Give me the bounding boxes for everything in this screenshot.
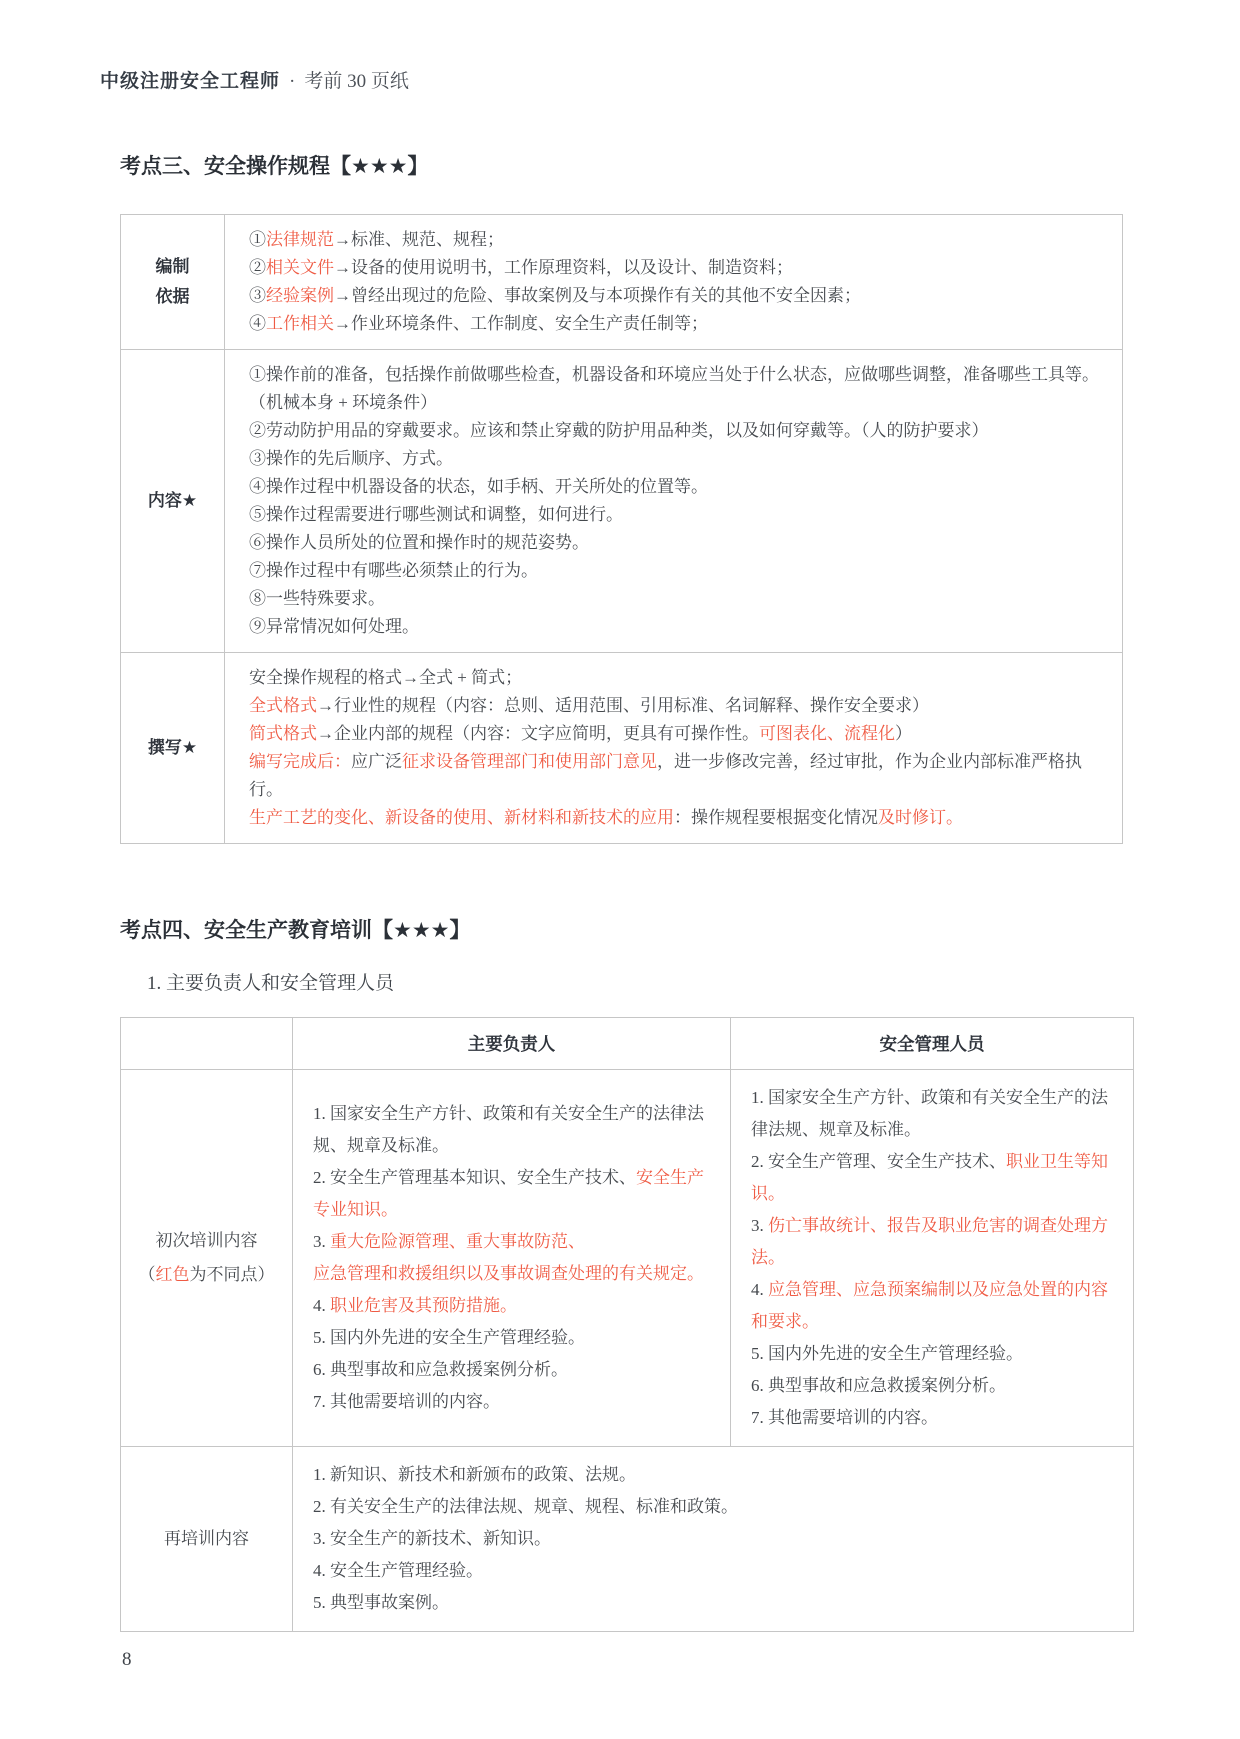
highlight-red-text: 法律规范: [266, 230, 334, 249]
row-label-neirong: [121, 350, 225, 653]
text-line: [313, 1162, 714, 1226]
column-header-main-person: 主要负责人: [293, 1018, 731, 1070]
text-line: [313, 1386, 714, 1418]
row-label-initial-training: [121, 1070, 293, 1447]
body-text: →标准、规范、规程；: [334, 230, 504, 249]
highlight-red-text: 职业卫生等知识。: [751, 1152, 1108, 1203]
text-line: [751, 1210, 1117, 1274]
text-line: [751, 1338, 1117, 1370]
highlight-red-text: 职业危害及其预防措施。: [330, 1296, 517, 1315]
header-separator: ·: [289, 71, 296, 92]
body-text: 3.: [751, 1216, 768, 1235]
doc-title: 中级注册安全工程师: [100, 71, 281, 92]
body-text: ①操作前的准备，包括操作前做哪些检查，机器设备和环境应当处于什么状态，应做哪些调整，准备哪些工具等。（机械本身 + 环境条件）: [249, 365, 1099, 412]
body-text: 5. 国内外先进的安全生产管理经验。: [751, 1344, 1023, 1363]
cell-initial-main-person: [293, 1070, 731, 1447]
body-text: 2. 有关安全生产的法律法规、规章、规程、标准和政策。: [313, 1497, 738, 1516]
body-text: ，进一步修改完善，经过审批，作为企业内部标准严格执行。: [249, 752, 1082, 799]
body-text: 2. 安全生产管理基本知识、安全生产技术、: [313, 1168, 636, 1187]
body-text: 为不同点）: [189, 1265, 275, 1284]
section-title-kaodian3: 考点三、安全操作规程【★★★】: [120, 155, 429, 178]
body-text: ④: [249, 314, 266, 333]
body-text: 6. 典型事故和应急救援案例分析。: [313, 1360, 568, 1379]
text-line: [249, 417, 1104, 445]
text-line: [249, 585, 1104, 613]
text-line: [125, 486, 220, 516]
highlight-red-text: 及时修订。: [878, 808, 963, 827]
highlight-red-text: 工作相关: [266, 314, 334, 333]
body-text: 7. 其他需要培训的内容。: [313, 1392, 500, 1411]
body-text: 安全操作规程的格式→全式 + 简式；: [249, 668, 523, 687]
column-header-safety-manager: 安全管理人员: [731, 1018, 1134, 1070]
text-line: [125, 1258, 288, 1292]
highlight-red-text: 应急管理、应急预案编制以及应急处置的内容和要求。: [751, 1280, 1108, 1331]
highlight-red-text: 简式格式: [249, 724, 317, 743]
body-text: →设备的使用说明书，工作原理资料，以及设计、制造资料；: [334, 258, 793, 277]
body-text: 2. 安全生产管理、安全生产技术、: [751, 1152, 1006, 1171]
body-text: 5. 典型事故案例。: [313, 1593, 449, 1612]
body-text: （: [138, 1265, 156, 1284]
text-line: [249, 692, 1104, 720]
text-line: [249, 720, 1104, 748]
text-line: [125, 282, 220, 312]
body-text: →企业内部的规程（内容：文字应简明，更具有可操作性。: [317, 724, 759, 743]
text-line: [751, 1146, 1117, 1210]
highlight-red-text: 应急管理和救援组织以及事故调查处理的有关规定。: [313, 1264, 704, 1283]
text-line: [249, 282, 1104, 310]
body-text: ④操作过程中机器设备的状态，如手柄、开关所处的位置等。: [249, 477, 708, 496]
table-row-retraining: [121, 1447, 1134, 1632]
body-text: 7. 其他需要培训的内容。: [751, 1408, 938, 1427]
row-label-bianzhi-yiju: [121, 215, 225, 350]
row-label-retraining: 再培训内容: [121, 1447, 293, 1632]
text-line: [313, 1322, 714, 1354]
body-text: 依据: [155, 287, 190, 306]
body-text: ③操作的先后顺序、方式。: [249, 449, 453, 468]
body-text: 内容★: [147, 491, 198, 510]
text-line: [313, 1587, 1117, 1619]
body-text: 1. 国家安全生产方针、政策和有关安全生产的法律法规、规章及标准。: [313, 1104, 704, 1155]
text-line: [249, 226, 1104, 254]
text-line: [313, 1354, 714, 1386]
text-line: [313, 1555, 1117, 1587]
row-content-neirong: [225, 350, 1123, 653]
body-text: 4.: [313, 1296, 330, 1315]
highlight-red-text: 安全生产专业知识。: [313, 1168, 704, 1219]
text-line: [249, 473, 1104, 501]
table-header-row: [121, 1018, 1134, 1070]
body-text: ⑧一些特殊要求。: [249, 589, 385, 608]
body-text: 5. 国内外先进的安全生产管理经验。: [313, 1328, 585, 1347]
highlight-red-text: 经验案例: [266, 286, 334, 305]
body-text: ⑦操作过程中有哪些必须禁止的行为。: [249, 561, 538, 580]
highlight-red-text: 征求设备管理部门和使用部门意见: [402, 752, 657, 771]
text-line: [751, 1402, 1117, 1434]
body-text: →行业性的规程（内容：总则、适用范围、引用标准、名词解释、操作安全要求）: [317, 696, 929, 715]
body-text: →作业环境条件、工作制度、安全生产责任制等；: [334, 314, 708, 333]
body-text: ：操作规程要根据变化情况: [674, 808, 878, 827]
page-number: 8: [122, 1649, 132, 1670]
body-text: 1. 新知识、新技术和新颁布的政策、法规。: [313, 1465, 636, 1484]
text-line: [249, 804, 1104, 832]
body-text: ②劳动防护用品的穿戴要求。应该和禁止穿戴的防护用品种类，以及如何穿戴等。（人的防护要求）: [249, 421, 989, 440]
body-text: ⑥操作人员所处的位置和操作时的规范姿势。: [249, 533, 589, 552]
text-line: [249, 664, 1104, 692]
text-line: [313, 1098, 714, 1162]
highlight-red-text: 相关文件: [266, 258, 334, 277]
text-line: [249, 613, 1104, 641]
body-text: →曾经出现过的危险、事故案例及与本项操作有关的其他不安全因素；: [334, 286, 861, 305]
highlight-red-text: 可图表化、流程化: [759, 724, 895, 743]
highlight-red-text: 伤亡事故统计、报告及职业危害的调查处理方法。: [751, 1216, 1108, 1267]
table-row-initial-training: [121, 1070, 1134, 1447]
highlight-red-text: 红色: [155, 1265, 190, 1284]
text-line: [125, 733, 220, 763]
body-text: 4.: [751, 1280, 768, 1299]
text-line: [313, 1258, 714, 1290]
highlight-red-text: 编写完成后：: [249, 752, 351, 771]
body-text: ⑨异常情况如何处理。: [249, 617, 419, 636]
highlight-red-text: 全式格式: [249, 696, 317, 715]
text-line: [125, 252, 220, 282]
highlight-red-text: 重大危险源管理、重大事故防范、: [330, 1232, 585, 1251]
subsection-title: 1. 主要负责人和安全管理人员: [147, 973, 395, 994]
body-text: ③: [249, 286, 266, 305]
body-text: 编制: [155, 257, 190, 276]
doc-subtitle: 考前 30 页纸: [304, 71, 409, 92]
text-line: [751, 1370, 1117, 1402]
header-empty-cell: [121, 1018, 293, 1070]
body-text: 初次培训内容: [155, 1231, 258, 1250]
table-education-training: [120, 1017, 1134, 1632]
text-line: [313, 1459, 1117, 1491]
body-text: 3.: [313, 1232, 330, 1251]
body-text: ⑤操作过程需要进行哪些测试和调整，如何进行。: [249, 505, 623, 524]
table-row-zhuanxie: [121, 653, 1123, 844]
text-line: [249, 557, 1104, 585]
text-line: [249, 310, 1104, 338]
body-text: 1. 国家安全生产方针、政策和有关安全生产的法律法规、规章及标准。: [751, 1088, 1108, 1139]
cell-initial-safety-manager: [731, 1070, 1134, 1447]
text-line: [249, 445, 1104, 473]
row-label-zhuanxie: [121, 653, 225, 844]
body-text: 3. 安全生产的新技术、新知识。: [313, 1529, 551, 1548]
section-title-kaodian4: 考点四、安全生产教育培训【★★★】: [120, 919, 471, 942]
body-text: 6. 典型事故和应急救援案例分析。: [751, 1376, 1006, 1395]
table-row-bianzhi-yiju: [121, 215, 1123, 350]
text-line: [249, 748, 1104, 804]
row-content-bianzhi-yiju: [225, 215, 1123, 350]
cell-retraining-content: [293, 1447, 1134, 1632]
table-safety-operation-rules: [120, 214, 1123, 844]
row-content-zhuanxie: [225, 653, 1123, 844]
body-text: ）: [895, 724, 912, 743]
text-line: [249, 254, 1104, 282]
text-line: [313, 1491, 1117, 1523]
body-text: 4. 安全生产管理经验。: [313, 1561, 483, 1580]
text-line: [249, 529, 1104, 557]
body-text: ①: [249, 230, 266, 249]
highlight-red-text: 生产工艺的变化、新设备的使用、新材料和新技术的应用: [249, 808, 674, 827]
text-line: [313, 1523, 1117, 1555]
text-line: [313, 1290, 714, 1322]
body-text: ②: [249, 258, 266, 277]
text-line: [751, 1082, 1117, 1146]
body-text: 应广泛: [351, 752, 402, 771]
table-row-neirong: [121, 350, 1123, 653]
text-line: [249, 501, 1104, 529]
body-text: 撰写★: [147, 738, 198, 757]
text-line: [751, 1274, 1117, 1338]
doc-header: [100, 66, 409, 93]
text-line: [125, 1224, 288, 1258]
text-line: [313, 1226, 714, 1258]
text-line: [249, 361, 1104, 417]
